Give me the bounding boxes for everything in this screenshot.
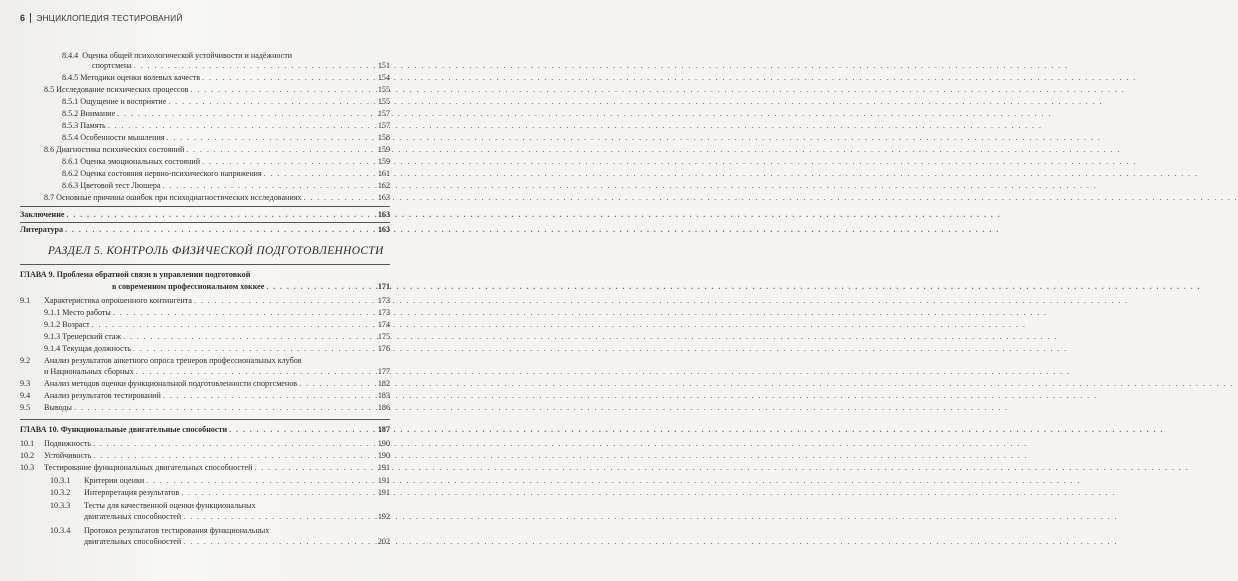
leader-dots — [167, 133, 376, 143]
toc-entry-title: ГЛАВА 9. Проблема обратной связи в управлении подготовкой — [20, 270, 251, 279]
toc-entry-8-5-3[interactable] — [62, 121, 390, 131]
leader-dots — [133, 344, 376, 354]
leader-dots — [254, 463, 375, 473]
leader-dots — [163, 391, 376, 401]
toc-entry-title: Подвижность — [44, 439, 91, 448]
leader-dots — [146, 476, 376, 486]
toc-entry-8-6[interactable] — [44, 145, 390, 155]
toc-entry-title: Основные причины ошибок при психодиагностических исследованиях — [56, 193, 302, 202]
leader-dots — [113, 308, 376, 318]
leader-dots — [304, 193, 376, 203]
toc-entry-page: 163 — [377, 193, 390, 202]
toc-entry-8-4-5[interactable] — [62, 73, 390, 83]
leader-dots — [74, 403, 376, 413]
toc-entry-number: 8.5.1 — [62, 97, 79, 106]
leader-dots — [163, 181, 376, 191]
toc-entry-title: Литература — [20, 225, 64, 234]
toc-entry-title: Протокол результатов тестирования функциональных — [84, 526, 270, 535]
toc-entry-title: Внимание — [80, 109, 116, 118]
toc-entry-9-5[interactable] — [20, 403, 390, 413]
toc-entry-page: 202 — [377, 537, 390, 546]
toc-entry-title: Оценка общей психологической устойчивости и надёжности — [82, 51, 293, 60]
toc-entry-8-6-2[interactable] — [62, 169, 390, 179]
toc-entry-number: 9.5 — [20, 403, 31, 412]
toc-entry-page: 190 — [377, 439, 390, 448]
leader-dots — [191, 85, 376, 95]
toc-entry-page: 182 — [377, 379, 390, 388]
toc-entry-title: Устойчивость — [44, 451, 92, 460]
toc-entry-number: 8.4.4 — [62, 51, 79, 60]
toc-entry-page: 191 — [377, 476, 390, 485]
leader-dots — [136, 367, 376, 377]
toc-entry-number: 9.1 — [20, 296, 31, 305]
running-header — [20, 13, 390, 23]
toc-entry-9-2-cont[interactable] — [44, 367, 390, 377]
leader-dots — [93, 439, 376, 449]
toc-entry-10-3-4[interactable] — [50, 526, 269, 536]
toc-entry-title: Тренерский стаж — [62, 332, 122, 341]
toc-entry-title: Методики оценки волевых качеств — [80, 73, 201, 82]
toc-entry-number: 9.2 — [20, 356, 31, 365]
toc-entry-conclusion[interactable] — [20, 210, 390, 220]
toc-entry-page: 186 — [377, 403, 390, 412]
toc-entry-number: 9.1.1 — [44, 308, 61, 317]
toc-entry-10-3-1[interactable] — [50, 476, 390, 486]
toc-chapter-9[interactable] — [20, 270, 250, 280]
toc-entry-9-1-3[interactable] — [44, 332, 390, 342]
toc-entry-page: 157 — [377, 109, 390, 118]
toc-entry-page: 162 — [377, 181, 390, 190]
toc-entry-page: 171 — [377, 282, 390, 291]
toc-entry-title-cont: в современном профессиональном хоккее — [112, 282, 265, 291]
toc-entry-10-3-3[interactable] — [50, 501, 256, 511]
toc-entry-page: 191 — [377, 488, 390, 497]
toc-entry-page: 157 — [377, 121, 390, 130]
toc-entry-number: 8.6 — [44, 145, 55, 154]
leader-dots — [183, 512, 376, 522]
toc-entry-title-cont: и Национальных сборных — [44, 367, 134, 376]
toc-entry-title: Критерии оценки — [84, 476, 145, 485]
toc-entry-page: 158 — [377, 133, 390, 142]
toc-entry-10-3-4-cont[interactable] — [84, 537, 390, 547]
leader-dots — [93, 451, 375, 461]
leader-dots — [108, 121, 376, 131]
toc-entry-10-3-3-cont[interactable] — [84, 512, 390, 522]
leader-dots — [123, 332, 376, 342]
toc-entry-8-5[interactable] — [44, 85, 390, 95]
toc-entry-9-4[interactable] — [20, 391, 390, 401]
toc-entry-number: 8.5.4 — [62, 133, 79, 142]
toc-entry-page: 187 — [377, 425, 390, 434]
toc-entry-number: 10.3.2 — [50, 488, 71, 497]
toc-entry-title: ГЛАВА 10. Функциональные двигательные способности — [20, 425, 228, 434]
toc-entry-10-3[interactable] — [20, 463, 390, 473]
toc-entry-title: Оценка эмоциональных состояний — [80, 157, 201, 166]
leader-dots — [264, 169, 376, 179]
toc-entry-title: Ощущение и восприятие — [80, 97, 167, 106]
leader-dots — [186, 145, 376, 155]
toc-entry-title: Цветовой тест Люшера — [80, 181, 161, 190]
toc-entry-title: Память — [80, 121, 106, 130]
toc-entry-title: Особенности мышления — [80, 133, 165, 142]
leader-dots — [266, 282, 376, 292]
divider-rule — [20, 419, 390, 420]
toc-entry-title: Исследование психических процессов — [56, 85, 189, 94]
toc-entry-number: 8.7 — [44, 193, 55, 202]
leader-dots — [134, 61, 376, 71]
divider-rule — [20, 206, 390, 207]
toc-entry-number: 9.1.2 — [44, 320, 61, 329]
toc-entry-number: 8.6.1 — [62, 157, 79, 166]
toc-entry-number: 8.5 — [44, 85, 55, 94]
toc-entry-title: Оценка состояния нервно-психического напряжения — [80, 169, 262, 178]
toc-entry-number: 10.3.1 — [50, 476, 71, 485]
leader-dots — [202, 157, 376, 167]
toc-entry-page: 163 — [377, 210, 390, 219]
toc-entry-9-1[interactable] — [20, 296, 390, 306]
toc-entry-8-4-4[interactable] — [62, 51, 292, 61]
leader-dots — [66, 210, 375, 220]
leader-dots — [194, 296, 376, 306]
toc-entry-title: Возраст — [62, 320, 90, 329]
toc-entry-10-2[interactable] — [20, 451, 390, 461]
header-title: ЭНЦИКЛОПЕДИЯ ТЕСТИРОВАНИЙ — [36, 13, 183, 23]
toc-entry-number: 10.3.4 — [50, 526, 71, 535]
toc-entry-title-cont: двигательных способностей — [84, 537, 182, 546]
toc-entry-8-5-4[interactable] — [62, 133, 390, 143]
leader-dots — [65, 225, 376, 235]
book-page — [0, 0, 410, 581]
toc-entry-9-1-2[interactable] — [44, 320, 390, 330]
leader-dots — [202, 73, 376, 83]
toc-entry-number: 8.4.5 — [62, 73, 79, 82]
toc-entry-page: 174 — [377, 320, 390, 329]
toc-chapter-9-cont[interactable] — [112, 282, 390, 292]
leader-dots — [299, 379, 376, 389]
toc-entry-page: 159 — [377, 157, 390, 166]
leader-dots — [229, 425, 376, 435]
toc-entry-9-2[interactable] — [20, 356, 302, 366]
toc-entry-number: 9.1.3 — [44, 332, 61, 341]
toc-entry-title-cont: двигательных способностей — [84, 512, 182, 521]
toc-entry-number: 10.3 — [20, 463, 35, 472]
toc-entry-9-1-1[interactable] — [44, 308, 390, 318]
toc-entry-title: Выводы — [44, 403, 72, 412]
toc-entry-title: Анализ методов оценки функциональной подготовленности спортсменов — [44, 379, 298, 388]
divider-rule — [20, 222, 390, 223]
toc-entry-9-3[interactable] — [20, 379, 390, 389]
toc-entry-number: 8.6.2 — [62, 169, 79, 178]
toc-chapter-10[interactable] — [20, 425, 390, 435]
toc-entry-page: 176 — [377, 344, 390, 353]
toc-entry-10-1[interactable] — [20, 439, 390, 449]
toc-entry-10-3-2[interactable] — [50, 488, 390, 498]
toc-entry-title: Место работы — [62, 308, 111, 317]
leader-dots — [168, 97, 376, 107]
toc-entry-8-6-1[interactable] — [62, 157, 390, 167]
header-divider — [30, 13, 31, 23]
toc-entry-number: 8.6.3 — [62, 181, 79, 190]
toc-entry-page: 159 — [377, 145, 390, 154]
toc-entry-title: Текущая должность — [62, 344, 131, 353]
toc-entry-number: 8.5.2 — [62, 109, 79, 118]
leader-dots — [92, 320, 376, 330]
toc-entry-8-5-2[interactable] — [62, 109, 390, 119]
toc-entry-number: 9.3 — [20, 379, 31, 388]
toc-entry-page: 161 — [377, 169, 390, 178]
toc-entry-number: 8.5.3 — [62, 121, 79, 130]
toc-entry-number: 10.2 — [20, 451, 35, 460]
toc-entry-8-5-1[interactable] — [62, 97, 390, 107]
toc-entry-8-7[interactable] — [44, 193, 390, 203]
toc-entry-literature[interactable] — [20, 225, 390, 235]
toc-entry-page: 192 — [377, 512, 390, 521]
toc-entry-page: 177 — [377, 367, 390, 376]
toc-entry-page: 163 — [377, 225, 390, 234]
toc-entry-title: Анализ результатов анкетного опроса тренеров профессиональных клубов — [44, 356, 302, 365]
toc-entry-title: Интерпретация результатов — [84, 488, 180, 497]
toc-entry-9-1-4[interactable] — [44, 344, 390, 354]
divider-rule — [20, 264, 390, 265]
toc-entry-title: Тестирование функциональных двигательных способностей — [44, 463, 253, 472]
toc-entry-page: 173 — [377, 308, 390, 317]
toc-entry-page: 183 — [377, 391, 390, 400]
toc-entry-page: 151 — [377, 61, 390, 70]
toc-entry-title: Характеристика опрошенного контингента — [44, 296, 192, 305]
toc-entry-number: 9.1.4 — [44, 344, 61, 353]
toc-entry-page: 155 — [377, 85, 390, 94]
toc-entry-page: 191 — [377, 463, 390, 472]
page-number: 6 — [20, 13, 26, 23]
section-title: РАЗДЕЛ 5. КОНТРОЛЬ ФИЗИЧЕСКОЙ ПОДГОТОВЛЕННОСТИ — [48, 245, 384, 257]
toc-entry-page: 155 — [377, 97, 390, 106]
toc-entry-8-6-3[interactable] — [62, 181, 390, 191]
toc-entry-title: Тесты для качественной оценки функциональных — [84, 501, 256, 510]
toc-entry-page: 154 — [377, 73, 390, 82]
toc-entry-8-4-4-cont[interactable] — [92, 61, 390, 71]
toc-entry-title-cont: спортсмена — [92, 61, 132, 70]
toc-entry-page: 175 — [377, 332, 390, 341]
toc-entry-number: 9.4 — [20, 391, 31, 400]
toc-entry-page: 190 — [377, 451, 390, 460]
toc-entry-number: 10.3.3 — [50, 501, 71, 510]
leader-dots — [117, 109, 376, 119]
toc-entry-number: 10.1 — [20, 439, 35, 448]
toc-entry-page: 173 — [377, 296, 390, 305]
toc-entry-title: Анализ результатов тестирований — [44, 391, 161, 400]
toc-entry-title: Диагностика психических состояний — [56, 145, 185, 154]
toc-entry-title: Заключение — [20, 210, 65, 219]
leader-dots — [183, 537, 376, 547]
leader-dots — [181, 488, 376, 498]
